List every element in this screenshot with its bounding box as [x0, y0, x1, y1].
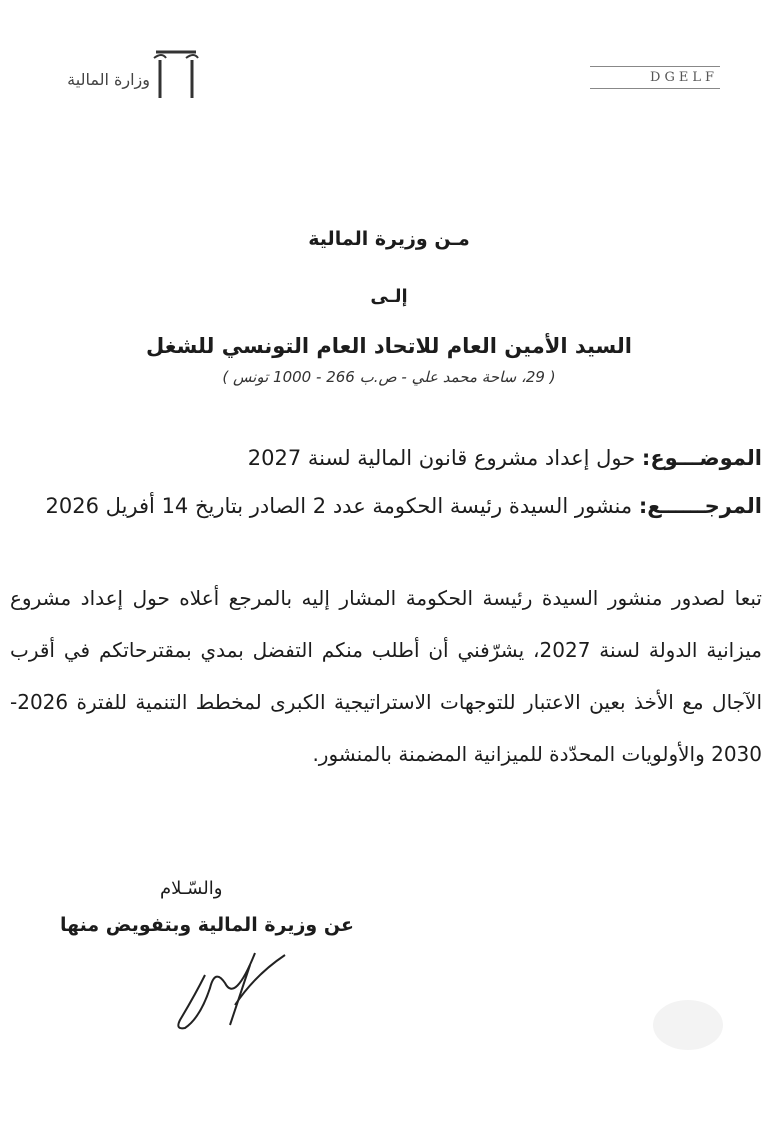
reference-text: منشور السيدة رئيسة الحكومة عدد 2 الصادر بتاريخ 14 أفريل 2026 [45, 494, 633, 518]
subject-text: حول إعداد مشروع قانون المالية لسنة 2027 [247, 446, 636, 470]
signature [165, 945, 315, 1045]
reference-label: المرجــــــع: [638, 494, 762, 518]
subject-label: الموضـــوع: [641, 446, 762, 470]
divider [590, 88, 720, 89]
sender: مـن وزيرة المالية [308, 228, 470, 250]
paper-smudge [653, 1000, 723, 1050]
letter-body: تبعا لصدور منشور السيدة رئيسة الحكومة المشار إليه بالمرجع أعلاه حول إعداد مشروع ميزانية الدولة لسنة 2027، يشرّفني أن أطلب منكم التفضل بمدي بمقترحاتكم في أقرب الآجال مع الأخذ بعين الاعتبار للتوجهات الاستراتيجية الكبرى لمخطط التنمية للفترة 2026-2030 والأولويات المحدّدة للميزانية المضمنة بالمنشور. [10, 586, 762, 766]
delegation: عن وزيرة المالية وبتفويض منها [60, 914, 354, 936]
reference-code: DGELF [650, 70, 718, 85]
subject-line [0, 446, 762, 470]
recipient-label: إلـى [370, 286, 408, 307]
logo-text: وزارة المالية [67, 70, 150, 89]
divider [590, 66, 720, 67]
address: ( 29، ساحة محمد علي - ص.ب 266 - 1000 تونس ) [222, 368, 556, 386]
reference-line [0, 494, 762, 518]
addressee: السيد الأمين العام للاتحاد العام التونسي للشغل [145, 334, 632, 358]
closing: والسّـلام [160, 878, 223, 899]
